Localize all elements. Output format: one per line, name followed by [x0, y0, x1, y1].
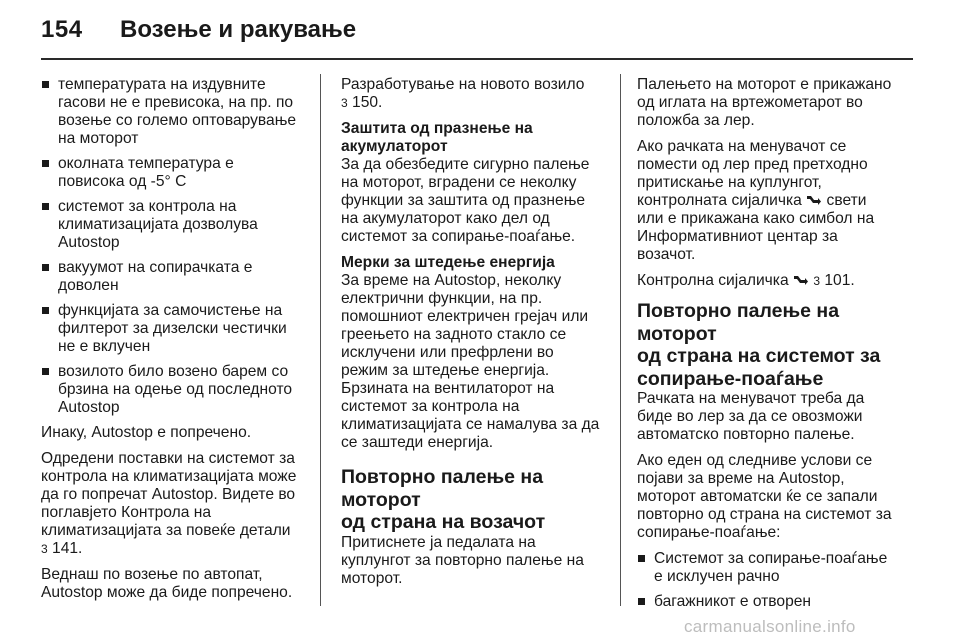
heading-restart-by-driver: Повторно палење на моторот од страна на возачот [341, 466, 546, 533]
watermark: carmanualsonline.info [684, 617, 856, 636]
paragraph: Ако рачката на менувачот се помести од лер пред претходно притискање на куплунгот, контролната сијаличка свети или е прикажана како симбол на Информативниот центар за возачот. [637, 138, 875, 263]
subheading-battery-protection: Заштита од празнење на акумулаторот [341, 120, 533, 155]
restart-conditions-list [637, 550, 913, 611]
paragraph: Притиснете ја педалата на куплунгот за повторно палење на моторот. [341, 533, 584, 587]
bullet-square-icon [638, 555, 645, 562]
paragraph: Рачката на менувачот треба да биде во лер за да се овозможи автоматско повторно палење. [637, 390, 865, 443]
column-divider-2 [620, 74, 621, 606]
list-item: околната температура е повисока од -5° C [41, 155, 309, 191]
page-reference-arrow-icon: 3 [341, 96, 348, 110]
shift-indicator-lamp-icon [793, 274, 809, 286]
paragraph: За време на Autostop, неколку електрични функции, на пр. помошниот електричен грејач или греењето на задното стакло се исклучени или префрлени во режим за штедење енергија. Брзината на вентилаторот на системот за контрола на климатизацијата се намалува за да се заштеди енергија. [341, 272, 600, 451]
page-number: 154 [41, 16, 83, 43]
page-reference: 101. [824, 272, 855, 289]
bullet-square-icon [42, 81, 49, 88]
paragraph: Ако еден од следниве услови се појави за време на Autostop, моторот автоматски ќе се запали повторно од страна на системот за сопирање-поаѓање: [637, 452, 892, 541]
list-item: вакуумот на сопирачката е доволен [41, 259, 309, 295]
paragraph: Разработување на новото возило 3 150. [341, 76, 585, 111]
column-2 [341, 76, 605, 596]
paragraph: Палењето на моторот е прикажано од иглата на вртежометарот во положба за лер. [637, 76, 892, 129]
bullet-square-icon [42, 203, 49, 210]
paragraph: За да обезбедите сигурно палење на моторот, вградени се неколку функции за заштита од празнење на акумулаторот како дел од системот за сопирање-поаѓање. [341, 156, 590, 245]
subheading-energy-saving: Мерки за штедење енергија [341, 254, 555, 271]
page-title: Возење и ракување [120, 16, 357, 43]
column-1 [41, 76, 309, 610]
shift-indicator-lamp-icon [806, 194, 822, 206]
column-3 [637, 76, 913, 618]
page-reference: 141. [52, 540, 83, 557]
paragraph: Веднаш по возење по автопат, Autostop може да биде попречено. [41, 566, 293, 601]
bullet-square-icon [42, 368, 49, 375]
bullet-square-icon [42, 307, 49, 314]
list-item: багажникот е отворен [637, 593, 913, 611]
page-reference-arrow-icon: 3 [813, 274, 821, 288]
bullet-square-icon [42, 160, 49, 167]
page-header [0, 0, 960, 58]
bullet-square-icon [638, 598, 645, 605]
list-item: возилото било возено барем со брзина на одење од последното Autostop [41, 363, 309, 417]
list-item: функцијата за самочистење на филтерот за дизелски честички не е вклучен [41, 302, 309, 356]
heading-restart-by-system: Повторно палење на моторот од страна на системот за сопирање-поаѓање [637, 300, 881, 390]
conditions-list [41, 76, 309, 417]
paragraph: Инаку, Autostop е попречено. [41, 424, 252, 441]
list-item: Системот за сопирање-поаѓање е исклучен рачно [637, 550, 913, 586]
list-item: системот за контрола на климатизацијата дозволува Autostop [41, 198, 309, 252]
header-rule [41, 58, 913, 60]
column-divider-1 [320, 74, 321, 606]
page-reference-arrow-icon: 3 [41, 542, 48, 556]
paragraph: Одредени поставки на системот за контрола на климатизацијата може да го попречат Autostop. Видете во поглавјето Контрола на климатизацијата за повеќе детали 3 141. [41, 450, 297, 557]
page-reference: 150. [352, 94, 383, 111]
bullet-square-icon [42, 264, 49, 271]
paragraph: Контролна сијаличка 3 101. [637, 272, 855, 289]
list-item: температурата на издувните гасови не е превисока, на пр. по возење со големо оптоварување на моторот [41, 76, 309, 148]
